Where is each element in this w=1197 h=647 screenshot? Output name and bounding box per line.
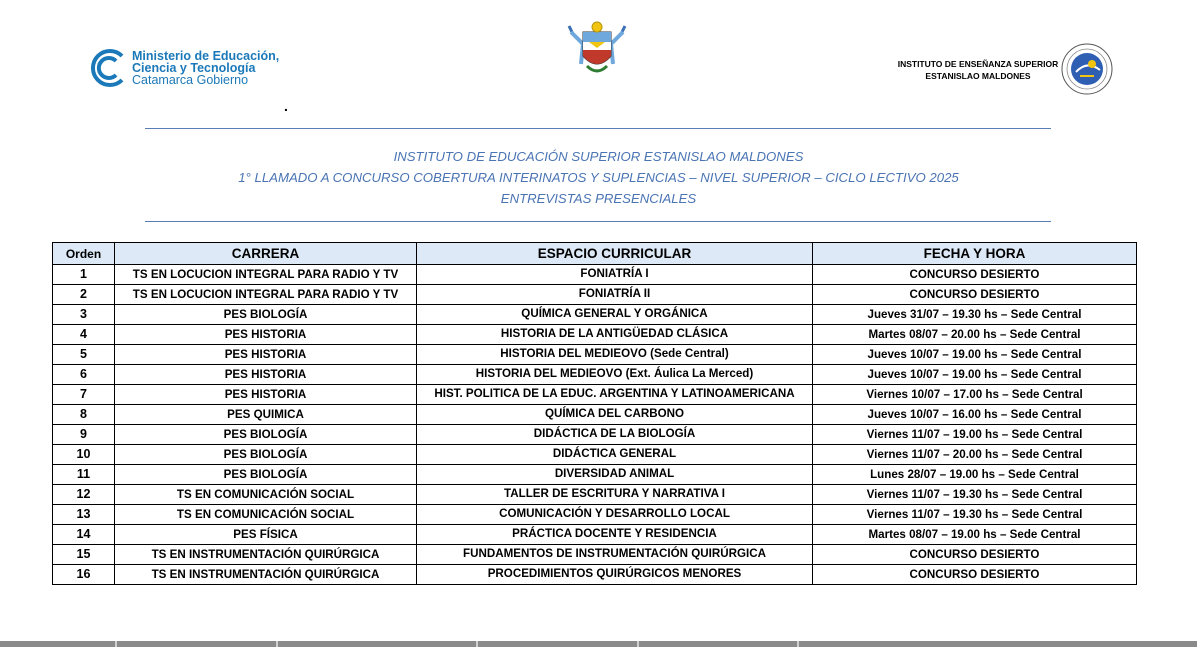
cell-carrera: PES BIOLOGÍA bbox=[115, 445, 417, 465]
taskbar-strip bbox=[0, 641, 1197, 647]
cell-espacio-curricular: TALLER DE ESCRITURA Y NARRATIVA I bbox=[417, 485, 813, 505]
cell-fecha-y-hora: CONCURSO DESIERTO bbox=[813, 565, 1137, 585]
cell-orden: 9 bbox=[53, 425, 115, 445]
header-espacio-curricular: ESPACIO CURRICULAR bbox=[417, 243, 813, 265]
cell-espacio-curricular: DIDÁCTICA DE LA BIOLOGÍA bbox=[417, 425, 813, 445]
cell-fecha-y-hora: Viernes 11/07 – 19.30 hs – Sede Central bbox=[813, 485, 1137, 505]
cell-carrera: PES BIOLOGÍA bbox=[115, 465, 417, 485]
cell-carrera: TS EN LOCUCION INTEGRAL PARA RADIO Y TV bbox=[115, 285, 417, 305]
cell-carrera: TS EN INSTRUMENTACIÓN QUIRÚRGICA bbox=[115, 565, 417, 585]
cell-fecha-y-hora: CONCURSO DESIERTO bbox=[813, 545, 1137, 565]
header-fecha-y-hora: FECHA Y HORA bbox=[813, 243, 1137, 265]
cell-carrera: PES FÍSICA bbox=[115, 525, 417, 545]
table-row bbox=[53, 505, 1137, 525]
cell-carrera: TS EN COMUNICACIÓN SOCIAL bbox=[115, 505, 417, 525]
cell-carrera: TS EN INSTRUMENTACIÓN QUIRÚRGICA bbox=[115, 545, 417, 565]
cell-fecha-y-hora: Lunes 28/07 – 19.00 hs – Sede Central bbox=[813, 465, 1137, 485]
cell-espacio-curricular: HISTORIA DE LA ANTIGÜEDAD CLÁSICA bbox=[417, 325, 813, 345]
cell-fecha-y-hora: Martes 08/07 – 20.00 hs – Sede Central bbox=[813, 325, 1137, 345]
cell-espacio-curricular: HISTORIA DEL MEDIEOVO (Ext. Áulica La Merced) bbox=[417, 365, 813, 385]
cell-carrera: PES QUIMICA bbox=[115, 405, 417, 425]
cell-carrera: PES HISTORIA bbox=[115, 345, 417, 365]
table-row bbox=[53, 265, 1137, 285]
cell-espacio-curricular: PROCEDIMIENTOS QUIRÚRGICOS MENORES bbox=[417, 565, 813, 585]
cell-orden: 13 bbox=[53, 505, 115, 525]
cell-fecha-y-hora: Martes 08/07 – 19.00 hs – Sede Central bbox=[813, 525, 1137, 545]
cell-orden: 11 bbox=[53, 465, 115, 485]
cell-fecha-y-hora: Viernes 11/07 – 19.00 hs – Sede Central bbox=[813, 425, 1137, 445]
ministry-name-line2: Ciencia y Tecnología bbox=[132, 61, 256, 75]
cell-orden: 5 bbox=[53, 345, 115, 365]
cell-fecha-y-hora: Jueves 10/07 – 16.00 hs – Sede Central bbox=[813, 405, 1137, 425]
cell-fecha-y-hora: Jueves 31/07 – 19.30 hs – Sede Central bbox=[813, 305, 1137, 325]
cell-espacio-curricular: COMUNICACIÓN Y DESARROLLO LOCAL bbox=[417, 505, 813, 525]
table-row bbox=[53, 465, 1137, 485]
cell-carrera: PES BIOLOGÍA bbox=[115, 305, 417, 325]
institute-name-line2: ESTANISLAO MALDONES bbox=[925, 71, 1031, 81]
table-row bbox=[53, 385, 1137, 405]
table-row bbox=[53, 305, 1137, 325]
stray-dot: . bbox=[284, 98, 288, 114]
table-row bbox=[53, 565, 1137, 585]
cell-orden: 1 bbox=[53, 265, 115, 285]
provincial-crest-icon bbox=[567, 18, 627, 80]
cell-carrera: PES HISTORIA bbox=[115, 365, 417, 385]
cell-espacio-curricular: HIST. POLITICA DE LA EDUC. ARGENTINA Y LATINOAMERICANA bbox=[417, 385, 813, 405]
cell-espacio-curricular: QUÍMICA DEL CARBONO bbox=[417, 405, 813, 425]
cell-carrera: PES BIOLOGÍA bbox=[115, 425, 417, 445]
cell-fecha-y-hora: Viernes 11/07 – 19.30 hs – Sede Central bbox=[813, 505, 1137, 525]
header-orden: Orden bbox=[53, 243, 115, 265]
table-row bbox=[53, 525, 1137, 545]
cell-carrera: TS EN COMUNICACIÓN SOCIAL bbox=[115, 485, 417, 505]
ministry-name-line3: Catamarca Gobierno bbox=[132, 73, 249, 87]
cell-fecha-y-hora: Viernes 10/07 – 17.00 hs – Sede Central bbox=[813, 385, 1137, 405]
institute-seal-icon bbox=[1060, 42, 1114, 96]
cell-orden: 3 bbox=[53, 305, 115, 325]
ministry-name-line1: Ministerio de Educación, bbox=[132, 49, 280, 63]
title-line2: 1° LLAMADO A CONCURSO COBERTURA INTERINATOS Y SUPLENCIAS – NIVEL SUPERIOR – CICLO LECTIVO 2025 bbox=[238, 170, 959, 185]
table-row bbox=[53, 285, 1137, 305]
cell-carrera: TS EN LOCUCION INTEGRAL PARA RADIO Y TV bbox=[115, 265, 417, 285]
interview-schedule-table bbox=[52, 242, 1137, 585]
table-row bbox=[53, 445, 1137, 465]
cell-orden: 12 bbox=[53, 485, 115, 505]
cell-espacio-curricular: FONIATRÍA II bbox=[417, 285, 813, 305]
cell-espacio-curricular: DIVERSIDAD ANIMAL bbox=[417, 465, 813, 485]
cell-orden: 6 bbox=[53, 365, 115, 385]
cell-carrera: PES HISTORIA bbox=[115, 325, 417, 345]
cell-orden: 4 bbox=[53, 325, 115, 345]
cell-orden: 8 bbox=[53, 405, 115, 425]
cell-carrera: PES HISTORIA bbox=[115, 385, 417, 405]
institute-name-line1: INSTITUTO DE ENSEÑANZA SUPERIOR bbox=[897, 59, 1059, 69]
header-carrera: CARRERA bbox=[115, 243, 417, 265]
table-body bbox=[53, 265, 1137, 585]
cell-fecha-y-hora: CONCURSO DESIERTO bbox=[813, 285, 1137, 305]
table-header-row bbox=[53, 243, 1137, 265]
title-line3: ENTREVISTAS PRESENCIALES bbox=[500, 191, 697, 206]
ministry-logo-icon bbox=[84, 48, 128, 88]
cell-fecha-y-hora: Viernes 11/07 – 20.00 hs – Sede Central bbox=[813, 445, 1137, 465]
cell-espacio-curricular: PRÁCTICA DOCENTE Y RESIDENCIA bbox=[417, 525, 813, 545]
cell-orden: 2 bbox=[53, 285, 115, 305]
table-row bbox=[53, 545, 1137, 565]
table-row bbox=[53, 485, 1137, 505]
table-row bbox=[53, 365, 1137, 385]
cell-fecha-y-hora: Jueves 10/07 – 19.00 hs – Sede Central bbox=[813, 345, 1137, 365]
cell-espacio-curricular: FONIATRÍA I bbox=[417, 265, 813, 285]
table-row bbox=[53, 405, 1137, 425]
table-row bbox=[53, 425, 1137, 445]
cell-orden: 10 bbox=[53, 445, 115, 465]
cell-espacio-curricular: FUNDAMENTOS DE INSTRUMENTACIÓN QUIRÚRGICA bbox=[417, 545, 813, 565]
institute-name bbox=[897, 58, 1059, 82]
title-rule-bottom bbox=[145, 221, 1051, 222]
cell-fecha-y-hora: CONCURSO DESIERTO bbox=[813, 265, 1137, 285]
cell-orden: 16 bbox=[53, 565, 115, 585]
table-row bbox=[53, 345, 1137, 365]
cell-espacio-curricular: DIDÁCTICA GENERAL bbox=[417, 445, 813, 465]
cell-espacio-curricular: HISTORIA DEL MEDIEOVO (Sede Central) bbox=[417, 345, 813, 365]
ministry-logo-block bbox=[84, 48, 279, 88]
title-rule-top bbox=[145, 128, 1051, 129]
document-titles bbox=[100, 146, 1097, 209]
cell-orden: 14 bbox=[53, 525, 115, 545]
cell-orden: 15 bbox=[53, 545, 115, 565]
cell-fecha-y-hora: Jueves 10/07 – 19.00 hs – Sede Central bbox=[813, 365, 1137, 385]
cell-espacio-curricular: QUÍMICA GENERAL Y ORGÁNICA bbox=[417, 305, 813, 325]
cell-orden: 7 bbox=[53, 385, 115, 405]
table-row bbox=[53, 325, 1137, 345]
title-line1: INSTITUTO DE EDUCACIÓN SUPERIOR ESTANISLAO MALDONES bbox=[393, 149, 804, 164]
